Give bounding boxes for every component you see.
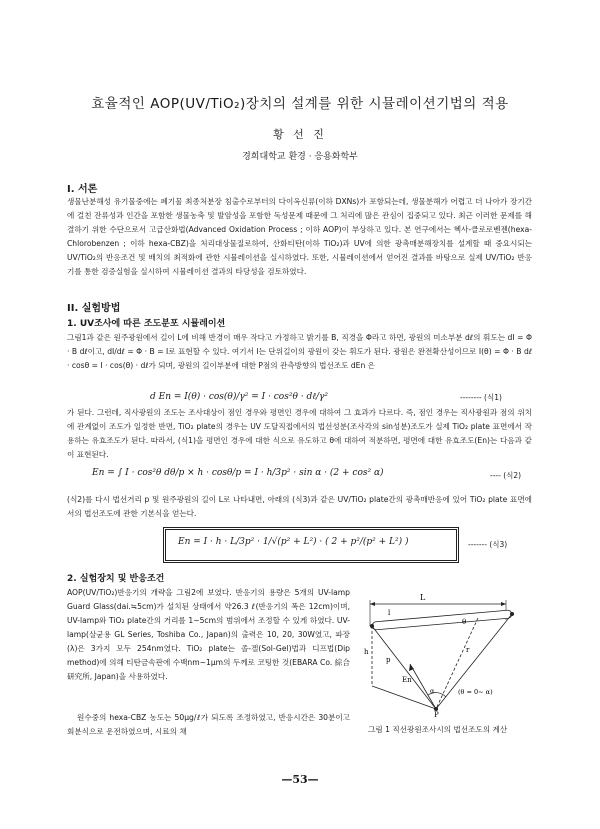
figure-1-diagram [358,582,533,717]
label-range: (θ = 0~ α) [458,688,493,696]
subsection-1-heading: 1. UV조사에 따른 조도분포 시뮬레이션 [67,319,226,329]
label-L: L [420,593,426,602]
subsection-1-paragraph: 그림1과 같은 원주광원에서 길이 L에 비해 반경이 매우 작다고 가정하고 밝기를 B, 직경을 Φ라고 하면, 광원의 미소부분 dℓ의 휘도는 dI = Φ · B dℓ이고, dI/dℓ = Φ · B = I로 표현할 수 있다. 여기서 I는 단위길이의 광원이 갖는 휘도가 된다. 광원은 완전확산성이므로 I(θ) = Φ · B dℓ · cosθ = I · cos(θ) · dℓ가 되며, 광원의 길이부분에 대한 P점의 관측방향의 법선조도 dEn 은 [67,333,532,370]
subsection-2-paragraph-2: 원수중의 hexa-CBZ 농도는 50μg/ℓ가 되도록 조정하였고, 반응시간은 30분이고 회분식으로 운전하였으며, 시료의 채 [67,713,350,736]
equation-3-number: ------- (식3) [468,540,508,549]
equation-2-number: ---- (식2) [490,471,522,480]
paper-title: 효율적인 AOP(UV/TiO₂)장치의 설계를 위한 시뮬레이션기법의 적용 [91,96,509,112]
label-P: P [434,711,439,717]
lamp-tube [372,610,512,630]
label-theta: θ [462,618,467,626]
label-En: En [402,676,412,684]
subsection-1-paragraph-2: 가 된다. 그런데, 직사광원의 조도는 조사대상이 점인 경우와 평면인 경우에 대하여 그 효과가 다르다. 즉, 점인 경우는 직사광원과 점의 위치에 관계없이 조도가 일정한 반면, TiO₂ plate의 경우는 UV 도달직접에서의 법선성분(조사각의 sin성분)조도가 실제 TiO₂ plate 표면에서 작용하는 유효조도가 된다. 따라서, (식1)을 평면인 경우에 대한 식으로 유도하고 θ에 대하여 적분하면, 평면에 대한 유효조도(En)는 다음과 같이 표현된다. [67,408,532,459]
author-name: 황 선 진 [273,128,327,141]
equation-3: En = I · h · L/3p² · 1/√(p² + L²) · ( 2 + p²/(p² + L²) ) [178,537,409,547]
label-r: r [466,646,470,654]
equation-1: d En = I(θ) · cos(θ)/γ² = I · cos²θ · dℓ/γ² [150,392,328,402]
intro-heading: I. 서론 [67,184,98,195]
affiliation: 경희대학교 환경 · 응용화학부 [242,152,358,162]
label-l: l [388,609,391,617]
subsection-2-paragraph: AOP(UV/TiO₂)반응기의 개략을 그림2에 보였다. 반응기의 용량은 5개의 UV-lamp Guard Glass(dai.≒5cm)가 설치된 상태에서 약26.3 ℓ(반응기의 폭은 12cm)이며, UV-lamp와 TiO₂ plate간의 거리를 1~5cm의 범위에서 조정할 수 있게 하였다. UV-lamp(살균용 GL Series, Toshiba Co., Japan)의 출력은 10, 20, 30W였고, 파장(λ)은 3가지 모두 254nm였다. TiO₂ plate는 졸-겔(Sol-Gel)법과 디프법(Dip method)에 의해 티탄금속판에 수백nm~1μm의 두께로 코팅한 것(EBARA Co. 綜合研究所, Japan)을 사용하였다. [67,588,350,681]
label-p: p [386,656,391,664]
intro-paragraph: 생물난분해성 유기물중에는 폐기물 최종처분장 침출수로부터의 다이옥신류(이하 DXNs)가 포함되는데, 생물분해가 어렵고 더 나아가 장기간에 걸친 잔류성과 인간을 포함한 생물농축 및 발암성을 포함한 독성문제 때문에 그 처리에 많은 관심이 집중되고 있다. 최근 이러한 문제를 해결하기 위한 수단으로서 고급산화법(Advanced Oxidation Process ; 이하 AOP)이 부상하고 있다. 본 연구에서는 헥사-클로로벤젠(hexa-Chlorobenzen ; 이하 hexa-CBZ)을 처리대상물질로하여, 산화티탄(이하 TiO₂)과 UV에 의한 광촉매분해장치를 설계할 때 중요시되는 UV/TiO₂의 반응조건 및 배치의 최적화에 관한 시뮬레이션을 실시하였다. 또한, 시뮬레이션에서 얻어진 결과를 바탕으로 실제 UV/TiO₂ 반응기를 통한 검증실험을 실시하여 시뮬레이션 결과의 타당성을 검토하였다. [67,197,532,276]
subsection-1-paragraph-3: (식2)를 다시 법선거리 p 및 원주광원의 길이 L로 나타내면, 아래의 (식3)과 같은 UV/TiO₂ plate간의 광촉매반응에 있어 TiO₂ plate 표면에서의 법선조도에 관한 기본식을 얻는다. [67,495,532,518]
equation-2: En = ∫ I · cos²θ dθ/p × h · cosθ/p = I · h/3p² · sin α · (2 + cos² α) [92,468,384,478]
subsection-2-heading: 2. 실험장치 및 반응조건 [67,574,165,584]
equation-1-number: -------- (식1) [460,393,502,402]
figure-1-caption: 그림 1 직선광원조사시의 법선조도의 계산 [368,725,508,734]
page-number: —53— [281,773,319,786]
methods-heading: II. 실험방법 [67,303,121,314]
label-h: h [364,648,369,656]
label-alpha: α [430,687,435,695]
